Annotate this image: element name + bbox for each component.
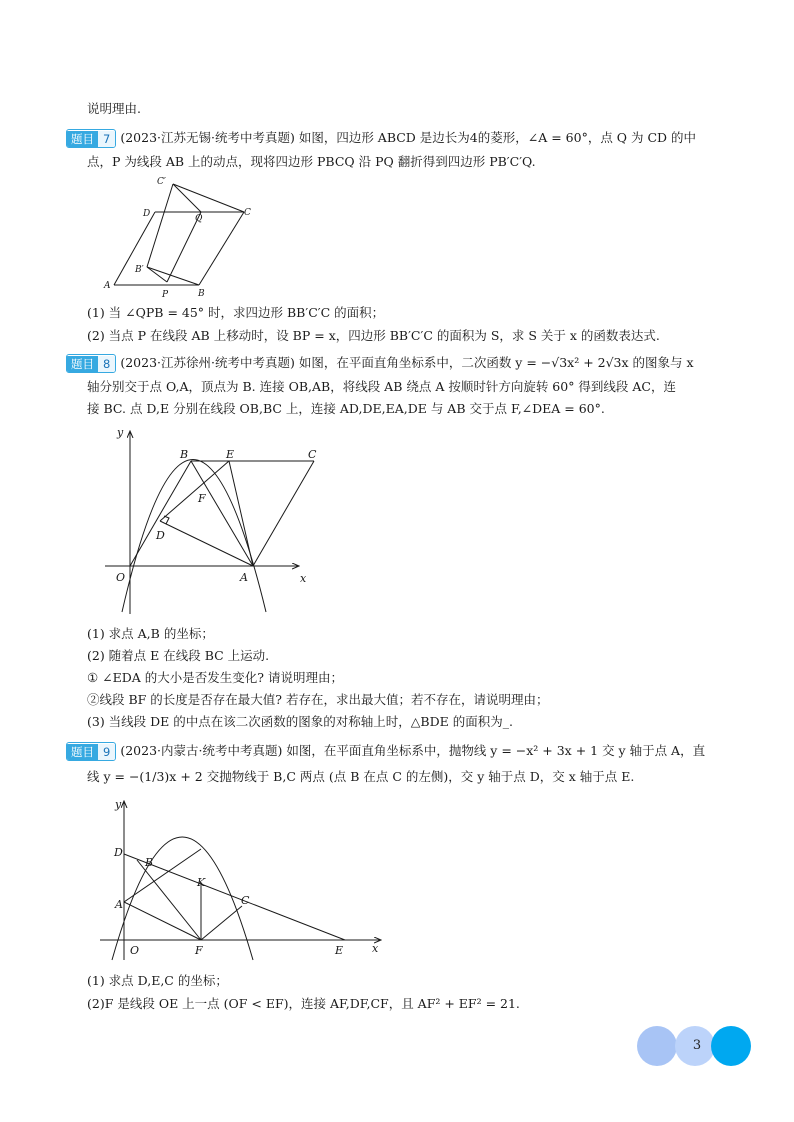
q9-sub1: (1) 求点 D,E,C 的坐标； (87, 973, 228, 988)
q7-text-1: (2023·江苏无锡·统考中考真题) 如图，四边形 ABCD 是边长为4的菱形，∠A = 60°，点 Q 为 CD 的中 (120, 130, 697, 145)
q7-seg-qc1 (173, 184, 201, 212)
q9-sub2: (2)F 是线段 OE 上一点 (OF < EF)，连接 AF,DF,CF，且 AF² + EF² = 21. (87, 996, 520, 1011)
q8-seg-de (160, 461, 229, 521)
q8-label-y: y (117, 426, 124, 439)
q7-label-c1: C′ (157, 177, 166, 187)
q8-seg-ad (160, 521, 253, 566)
q7-tag (66, 129, 116, 148)
q8-text-3: 接 BC. 点 D,E 分别在线段 OB,BC 上，连接 AD,DE,EA,DE 与 AB 交于点 F,∠DEA = 60°. (87, 401, 605, 416)
q8-label-x: x (300, 572, 307, 585)
q7-label-p: P (162, 290, 169, 300)
q8-label-b: B (180, 448, 189, 461)
q8-label-f: F (198, 492, 206, 505)
q8-sub3: (3) 当线段 DE 的中点在该二次函数的图象的对称轴上时，△BDE 的面积为_. (87, 714, 513, 729)
q9-figure (95, 794, 395, 964)
q9-seg-af (124, 902, 201, 940)
q8-figure (100, 422, 330, 618)
q8-sub2a: ① ∠EDA 的大小是否发生变化? 请说明理由； (87, 670, 343, 685)
q8-seg-ab (191, 461, 253, 566)
q8-label-c: C (308, 448, 317, 461)
q9-label-a: A (115, 898, 123, 911)
page-number: 3 (692, 1038, 702, 1053)
q9-text-2: 线 y = −(1/3)x + 2 交抛物线于 B,C 两点 (点 B 在点 C 的左侧)，交 y 轴于点 D，交 x 轴于点 E. (87, 769, 635, 784)
q9-tag-label: 题目 (67, 744, 98, 761)
q9-tag (66, 742, 116, 761)
q8-sub2b: ②线段 BF 的长度是否存在最大值? 若存在，求出最大值；若不存在，请说明理由； (87, 692, 549, 707)
q9-tag-num: 9 (98, 744, 115, 761)
q8-parabola (122, 460, 266, 613)
q9-line-de (124, 854, 345, 940)
q9-line1 (66, 741, 705, 761)
q7-tag-label: 题目 (67, 131, 98, 148)
page-circle-left (637, 1026, 677, 1066)
q9-text-1: (2023·内蒙古·统考中考真题) 如图，在平面直角坐标系中，抛物线 y = −x² + 3x + 1 交 y 轴于点 A，直 (120, 743, 706, 758)
q8-text-2: 轴分别交于点 O,A，顶点为 B. 连接 OB,AB，将线段 AB 绕点 A 按顺时针方向旋转 60° 得到线段 AC，连 (87, 379, 676, 394)
q7-seg-c1b1 (147, 184, 173, 267)
q8-seg-ob (130, 461, 191, 566)
q8-label-e: E (226, 448, 235, 461)
q9-label-y: y (115, 798, 122, 811)
q7-label-b1: B′ (135, 265, 144, 275)
q8-label-d: D (156, 529, 165, 542)
q8-sub2: (2) 随着点 E 在线段 BC 上运动. (87, 648, 270, 663)
q7-tag-num: 7 (98, 131, 115, 148)
q8-seg-ac (253, 461, 314, 566)
q8-seg-ea (229, 461, 253, 566)
q7-seg-c1c (173, 184, 244, 212)
q8-text-1: (2023·江苏徐州·统考中考真题) 如图，在平面直角坐标系中，二次函数 y = −√3x² + 2√3x 的图象与 x (120, 355, 694, 370)
q8-sub1: (1) 求点 A,B 的坐标； (87, 626, 214, 641)
page-circle-right (711, 1026, 751, 1066)
q7-label-a: A (104, 281, 111, 291)
q8-tag-num: 8 (98, 356, 115, 373)
q7-label-c: C (244, 208, 251, 218)
q7-line1 (66, 128, 696, 148)
q9-label-c: C (241, 894, 250, 907)
q9-parabola (112, 837, 253, 960)
q9-label-o: O (130, 944, 140, 957)
q8-label-a: A (240, 571, 248, 584)
q9-seg-ak (124, 849, 201, 902)
q8-label-o: O (116, 571, 126, 584)
q7-text-2: 点，P 为线段 AB 上的动点，现将四边形 PBCQ 沿 PQ 翻折得到四边形 PB′C′Q. (87, 154, 536, 169)
q9-label-d: D (114, 846, 123, 859)
q9-label-b: B (145, 856, 154, 869)
q9-label-f: F (195, 944, 203, 957)
q7-sub1: (1) 当 ∠QPB = 45° 时，求四边形 BB′C′C 的面积； (87, 305, 385, 320)
q7-figure (95, 172, 265, 300)
q7-label-q: Q (195, 214, 203, 224)
continued-text: 说明理由. (87, 101, 141, 116)
q9-seg-cf (201, 906, 242, 940)
q7-seg-b1p (147, 267, 167, 282)
q8-tag (66, 354, 116, 373)
q9-label-e: E (335, 944, 344, 957)
q7-seg-bc (199, 212, 244, 285)
q9-label-x: x (372, 942, 379, 955)
q7-label-d: D (143, 209, 151, 219)
q9-label-k: K (197, 876, 206, 889)
q8-tag-label: 题目 (67, 356, 98, 373)
q8-line1 (66, 353, 694, 373)
q7-label-b: B (198, 289, 205, 299)
q7-sub2: (2) 当点 P 在线段 AB 上移动时，设 BP = x，四边形 BB′C′C 的面积为 S，求 S 关于 x 的函数表达式. (87, 328, 660, 343)
